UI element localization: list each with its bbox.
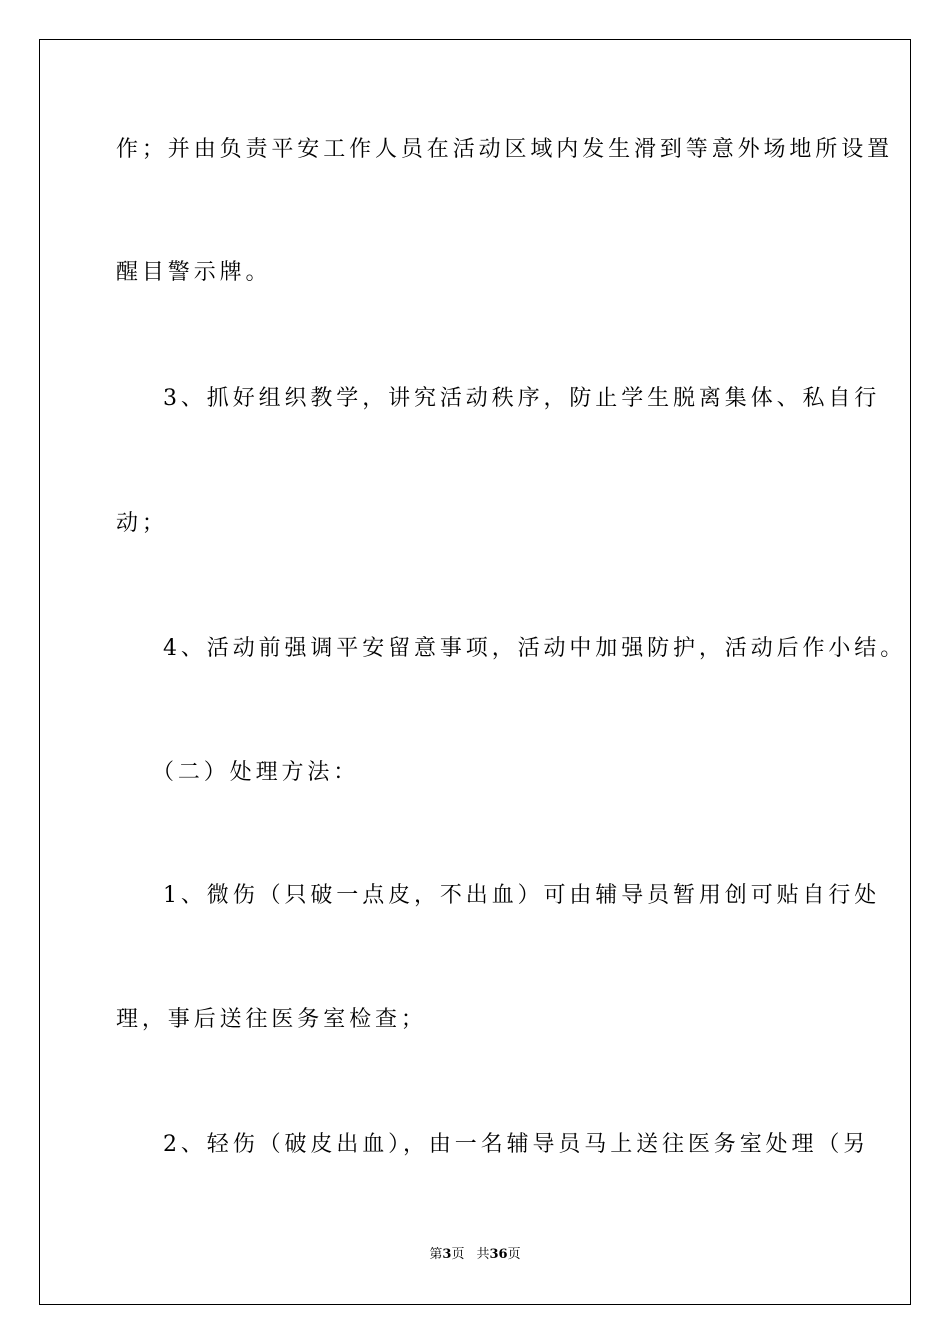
footer-total-pages: 36 bbox=[489, 1247, 508, 1262]
body-line-1: 作；并由负责平安工作人员在活动区域内发生滑到等意外场地所设置 bbox=[116, 137, 894, 162]
body-line-2: 醒目警示牌。 bbox=[116, 260, 272, 285]
footer-page-suffix: 页 bbox=[451, 1247, 465, 1262]
footer-page-number: 3 bbox=[442, 1247, 452, 1262]
body-line-7: 1、微伤（只破一点皮，不出血）可由辅导员暂用创可贴自行处 bbox=[163, 883, 881, 908]
body-line-8: 理，事后送往医务室检查； bbox=[116, 1007, 427, 1032]
body-line-3: 3、抓好组织教学，讲究活动秩序，防止学生脱离集体、私自行 bbox=[163, 386, 881, 411]
page-border bbox=[39, 39, 911, 1305]
body-line-4: 动； bbox=[116, 511, 168, 536]
footer-page-prefix: 第 bbox=[429, 1247, 443, 1262]
page-footer bbox=[0, 1246, 950, 1264]
footer-total-prefix: 共 bbox=[476, 1247, 490, 1262]
body-line-9: 2、轻伤（破皮出血），由一名辅导员马上送往医务室处理（另 bbox=[163, 1132, 870, 1157]
section-heading: （二）处理方法： bbox=[152, 760, 360, 785]
footer-total-suffix: 页 bbox=[507, 1247, 521, 1262]
body-line-5: 4、活动前强调平安留意事项，活动中加强防护，活动后作小结。 bbox=[163, 636, 907, 661]
